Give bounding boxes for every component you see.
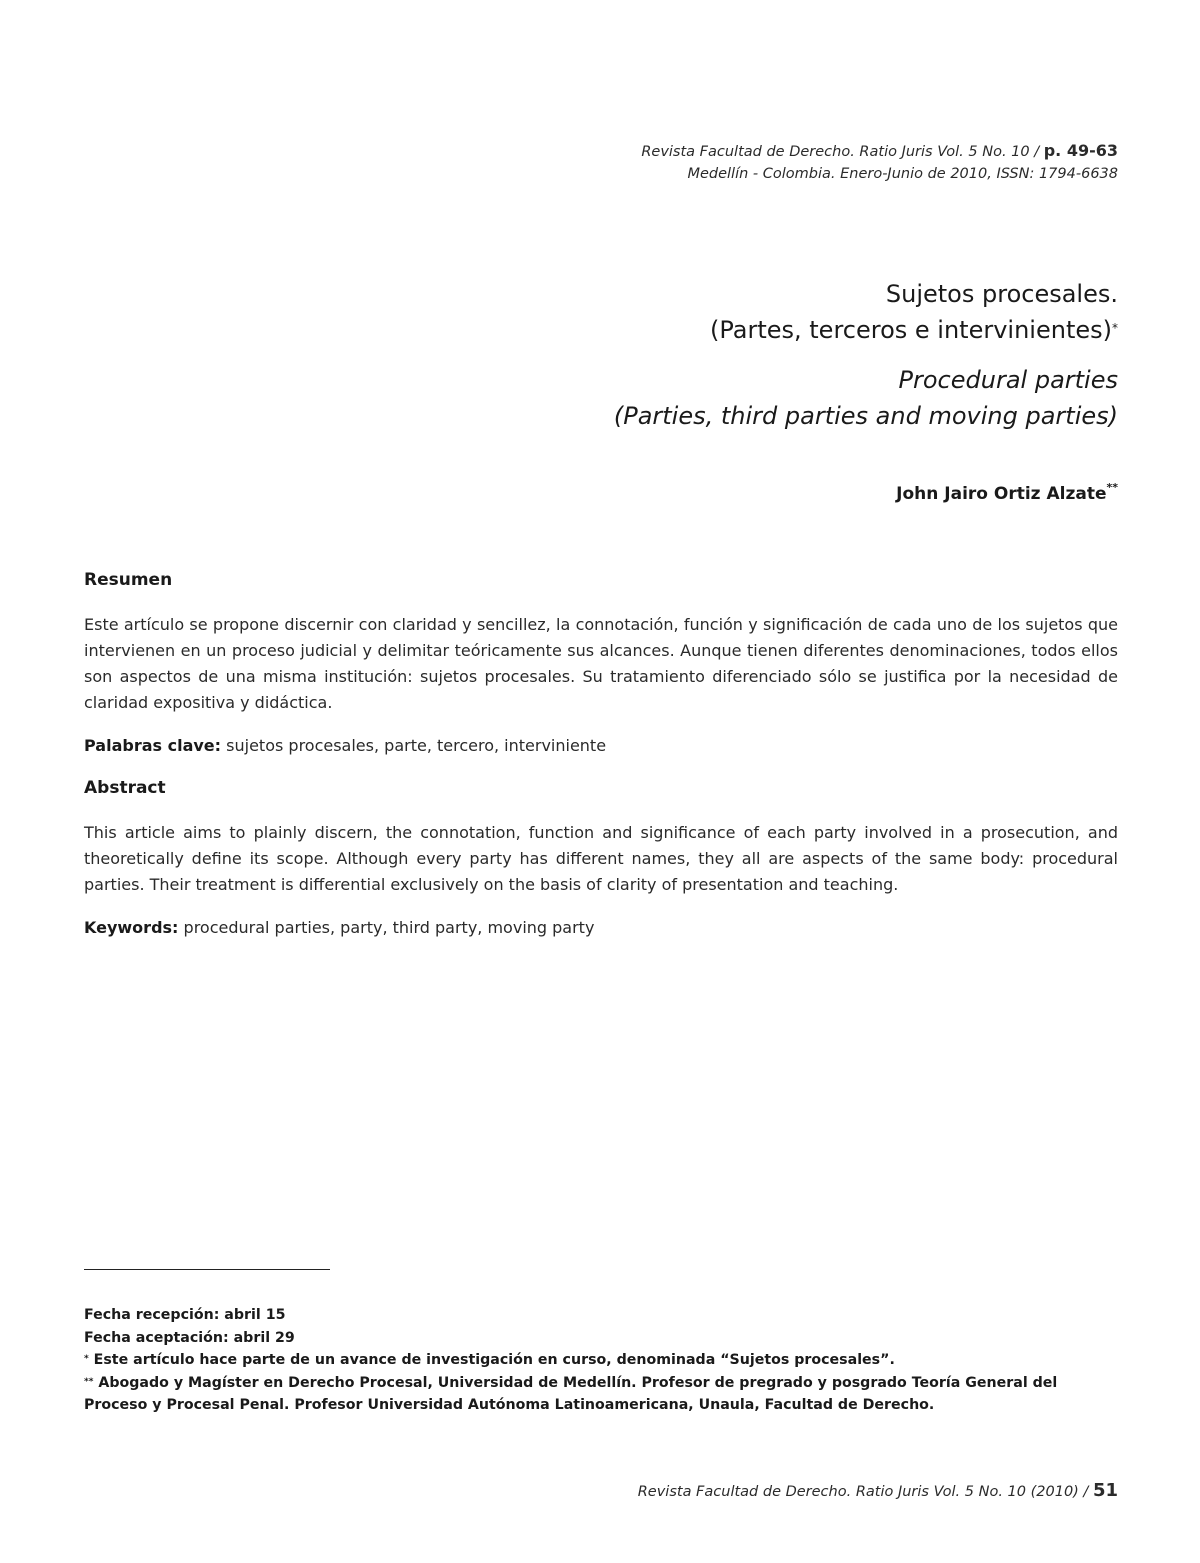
spanish-title-line-2 <box>614 312 1118 348</box>
palabras-clave-values: sujetos procesales, parte, tercero, interviniente <box>226 736 607 755</box>
article-titles <box>614 276 1118 434</box>
palabras-clave-label: Palabras clave: <box>84 736 222 755</box>
footnote-2-text: Abogado y Magíster en Derecho Procesal, Universidad de Medellín. Profesor de pregrado y posgrado Teoría General del Proceso y Procesal Penal. Profesor Universidad Autónoma Latinoamericana, Unaula, Facultad de Derecho. <box>84 1374 1058 1413</box>
resumen-section <box>84 569 1118 758</box>
footnote-1-text: Este artículo hace parte de un avance de investigación en curso, denominada “Sujetos procesales”. <box>93 1352 895 1368</box>
journal-citation <box>641 140 1118 163</box>
palabras-clave <box>84 734 1118 758</box>
english-title-line-1: Procedural parties <box>898 366 1118 394</box>
english-title-line-2: (Parties, third parties and moving parties) <box>613 402 1118 430</box>
accepted-date: Fecha aceptación: abril 29 <box>84 1329 295 1346</box>
footnote-2 <box>84 1372 1118 1417</box>
keywords <box>84 916 1118 940</box>
spanish-title-line-1: Sujetos procesales. <box>885 280 1118 308</box>
abstract-text: This article aims to plainly discern, the connotation, function and significance of each party involved in a prosecution, and theoretically define its scope. Although every party has different names, they all are aspects of the same body: procedural parties. Their treatment is differential exclusively on the basis of clarity of presentation and teaching. <box>84 823 1118 894</box>
page-number: 51 <box>1092 1480 1118 1501</box>
spanish-subtitle: (Partes, terceros e intervinientes) <box>710 316 1112 344</box>
journal-line: Revista Facultad de Derecho. Ratio Juris Vol. 5 No. 10 / <box>641 144 1040 160</box>
author-text: John Jairo Ortiz Alzate <box>896 484 1107 504</box>
footnote-1 <box>84 1349 1118 1372</box>
running-footer <box>638 1480 1118 1501</box>
author-name <box>896 481 1118 504</box>
abstract-section <box>84 777 1118 940</box>
author-footnote-marker: ** <box>1106 481 1118 494</box>
keywords-label: Keywords: <box>84 918 179 937</box>
resumen-text: Este artículo se propone discernir con claridad y sencillez, la connotación, función y significación de cada uno de los sujetos que intervienen en un proceso judicial y delimitar teóricamente sus alcances. Aunque tienen diferentes denominaciones, todos ellos son aspectos de una misma institución: sujetos procesales. Su tratamiento diferenciado sólo se justifica por la necesidad de claridad expositiva y didáctica. <box>84 615 1118 712</box>
footer-journal: Revista Facultad de Derecho. Ratio Juris Vol. 5 No. 10 (2010) / <box>637 1484 1089 1500</box>
footnote-divider <box>84 1269 330 1270</box>
page-range: p. 49-63 <box>1043 141 1118 160</box>
footnote-2-marker: ** <box>84 1376 94 1387</box>
footnote-marker: * <box>1112 321 1118 335</box>
abstract-heading: Abstract <box>84 778 166 798</box>
resumen-heading: Resumen <box>84 570 173 590</box>
running-header <box>641 140 1118 185</box>
footnotes <box>84 1304 1118 1417</box>
footnote-1-marker: * <box>84 1354 89 1364</box>
keywords-values: procedural parties, party, third party, moving party <box>183 918 595 937</box>
received-date: Fecha recepción: abril 15 <box>84 1307 286 1323</box>
location-line: Medellín - Colombia. Enero-Junio de 2010, ISSN: 1794-6638 <box>687 166 1118 182</box>
